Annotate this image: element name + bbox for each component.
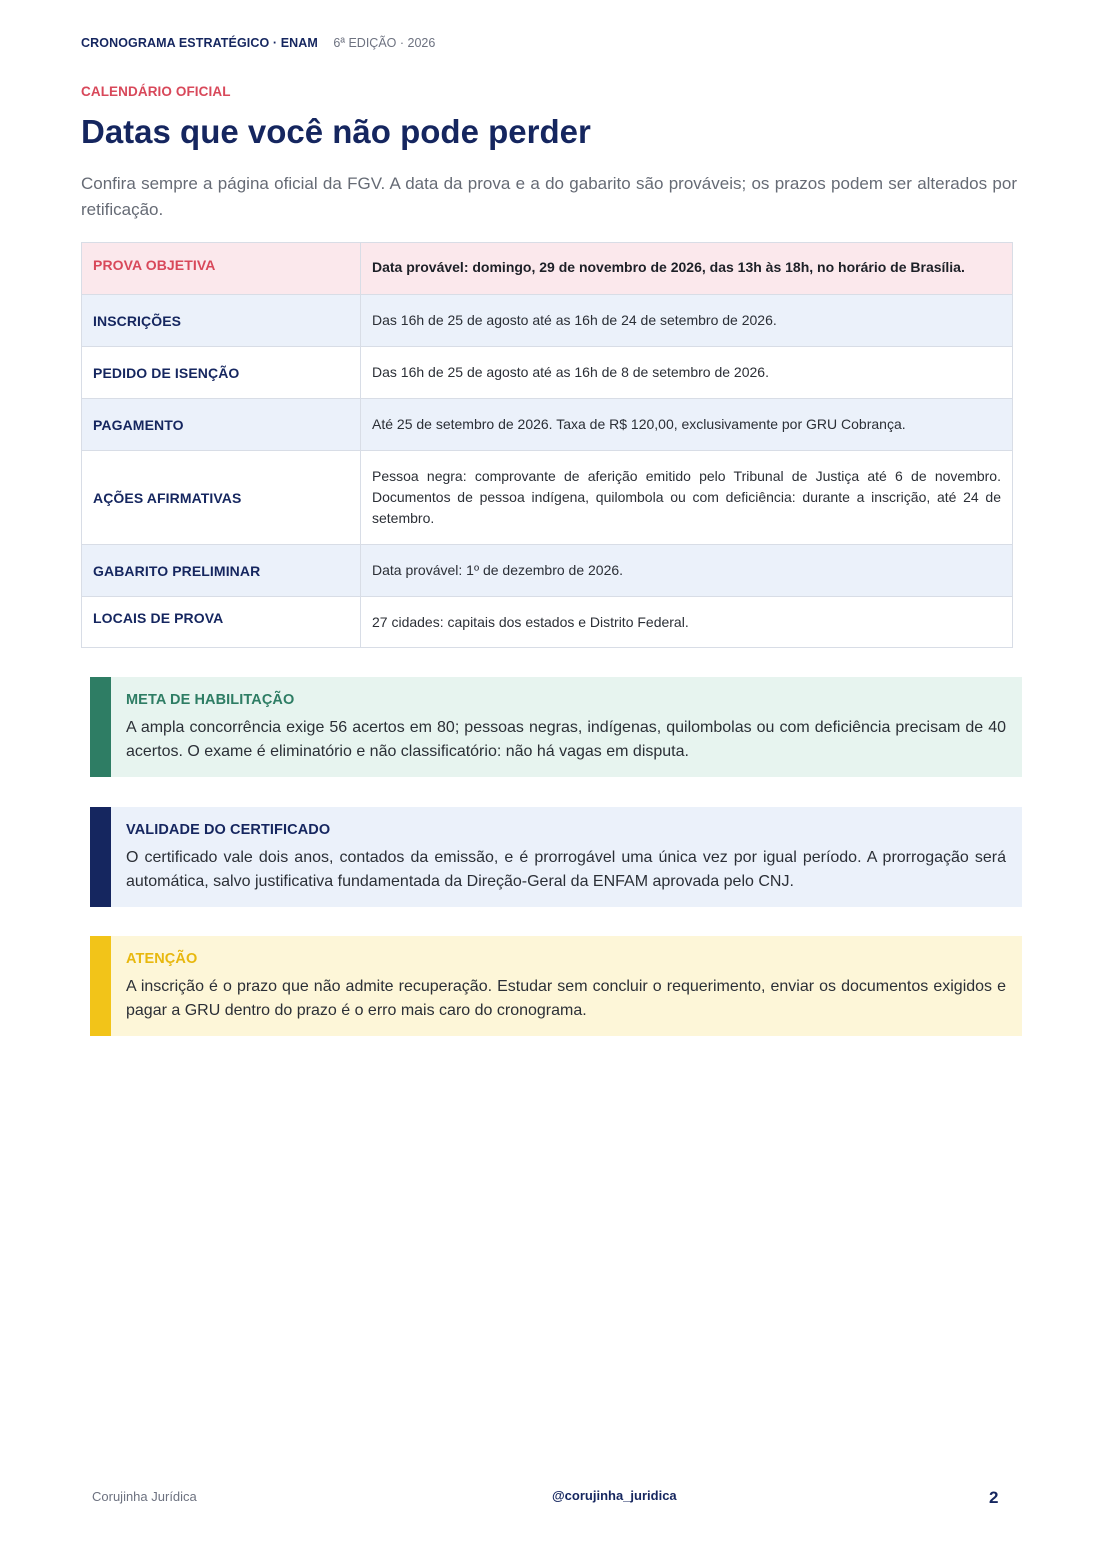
callout-accent-bar bbox=[90, 936, 111, 1036]
header-edition: 6ª EDIÇÃO · 2026 bbox=[333, 36, 436, 50]
callout-accent-bar bbox=[90, 807, 111, 907]
callout-text: A ampla concorrência exige 56 acertos em 80; pessoas negras, indígenas, quilombolas ou com deficiência precisam de 40 acertos. O exame é eliminatório e não classificatório: não há vagas em disputa. bbox=[126, 719, 1006, 760]
table-row bbox=[82, 347, 1013, 399]
running-header bbox=[81, 36, 435, 50]
page-title: Datas que você não pode perder bbox=[81, 113, 591, 150]
callout-accent-bar bbox=[90, 677, 111, 777]
footer-brand: Corujinha Jurídica bbox=[92, 1489, 197, 1504]
row-value: Das 16h de 25 de agosto até as 16h de 8 de setembro de 2026. bbox=[361, 347, 1013, 399]
callout-atencao bbox=[90, 936, 1022, 1036]
callout-validade bbox=[90, 807, 1022, 907]
table-row bbox=[82, 295, 1013, 347]
callout-title: ATENÇÃO bbox=[126, 951, 198, 967]
row-value: Das 16h de 25 de agosto até as 16h de 24 de setembro de 2026. bbox=[361, 295, 1013, 347]
callout-text: A inscrição é o prazo que não admite recuperação. Estudar sem concluir o requerimento, enviar os documentos exigidos e pagar a GRU dentro do prazo é o erro mais caro do cronograma. bbox=[126, 978, 1006, 1019]
table-row bbox=[82, 399, 1013, 451]
callout-title: META DE HABILITAÇÃO bbox=[126, 692, 295, 708]
table-row bbox=[82, 243, 1013, 295]
table-row bbox=[82, 451, 1013, 545]
page-number: 2 bbox=[989, 1488, 999, 1507]
row-value: Até 25 de setembro de 2026. Taxa de R$ 120,00, exclusivamente por GRU Cobrança. bbox=[361, 399, 1013, 451]
row-value: Data provável: 1º de dezembro de 2026. bbox=[361, 545, 1013, 597]
table-row bbox=[82, 545, 1013, 597]
header-title: CRONOGRAMA ESTRATÉGICO · ENAM bbox=[81, 36, 318, 50]
row-value: Data provável: domingo, 29 de novembro de 2026, das 13h às 18h, no horário de Brasília. bbox=[361, 243, 1013, 295]
row-label: PEDIDO DE ISENÇÃO bbox=[82, 347, 361, 399]
row-label: AÇÕES AFIRMATIVAS bbox=[82, 451, 361, 545]
row-value: Pessoa negra: comprovante de aferição emitido pelo Tribunal de Justiça até 6 de novembro. Documentos de pessoa indígena, quilombola ou com deficiência: durante a inscrição, até 24 de setembro. bbox=[361, 451, 1013, 545]
table-row bbox=[82, 597, 1013, 648]
row-label: GABARITO PRELIMINAR bbox=[82, 545, 361, 597]
callout-habilitacao bbox=[90, 677, 1022, 777]
section-eyebrow: CALENDÁRIO OFICIAL bbox=[81, 84, 231, 99]
callout-title: VALIDADE DO CERTIFICADO bbox=[126, 822, 331, 838]
row-value: 27 cidades: capitais dos estados e Distrito Federal. bbox=[361, 597, 1013, 648]
row-label: LOCAIS DE PROVA bbox=[82, 597, 361, 648]
callout-text: O certificado vale dois anos, contados da emissão, e é prorrogável uma única vez por igual período. A prorrogação será automática, salvo justificativa fundamentada da Direção-Geral da ENFAM aprovada pelo CNJ. bbox=[126, 849, 1006, 890]
intro-paragraph: Confira sempre a página oficial da FGV. A data da prova e a do gabarito são prováveis; os prazos podem ser alterados por retificação. bbox=[81, 174, 1017, 219]
footer-handle: @corujinha_juridica bbox=[552, 1488, 677, 1503]
row-label: PROVA OBJETIVA bbox=[82, 243, 361, 295]
row-label: PAGAMENTO bbox=[82, 399, 361, 451]
dates-table bbox=[81, 242, 1013, 648]
row-label: INSCRIÇÕES bbox=[82, 295, 361, 347]
